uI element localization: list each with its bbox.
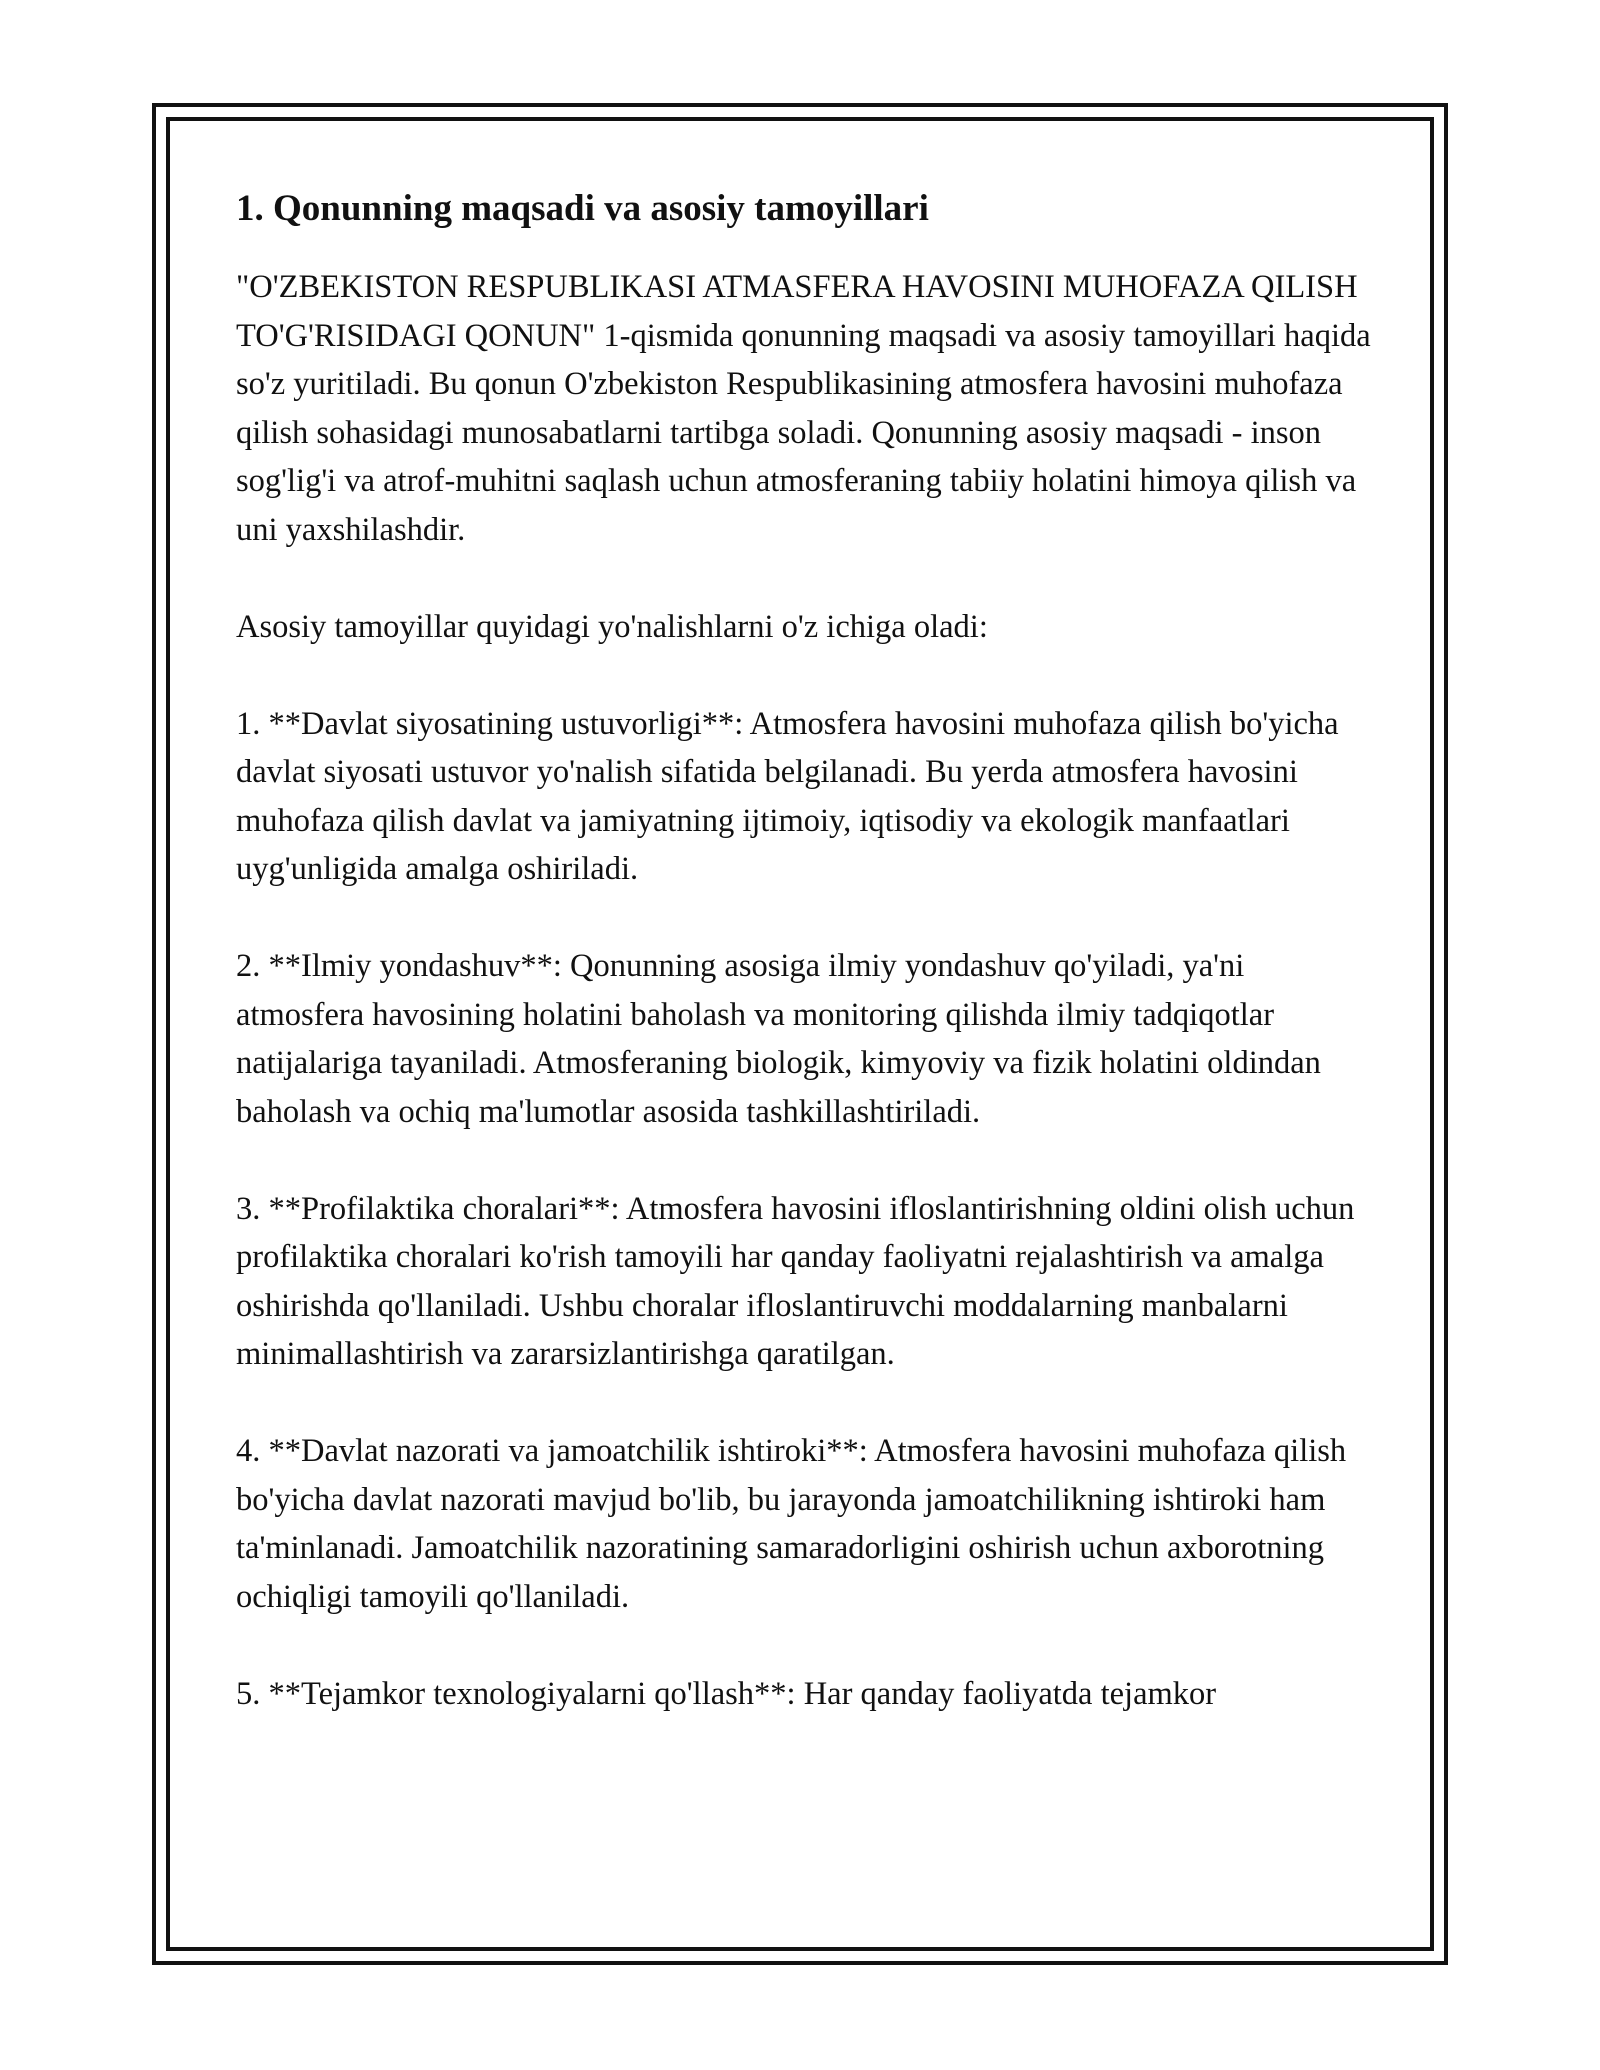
principle-4: 4. **Davlat nazorati va jamoatchilik ishtiroki**: Atmosfera havosini muhofaza qilish bo'yicha davlat nazorati mavjud bo'lib, bu jarayonda jamoatchilikning ishtiroki ham ta'minlanadi. Jamoatchilik nazoratining samaradorligini oshirish uchun axborotning ochiqligi tamoyili qo'llaniladi. bbox=[236, 1433, 1347, 1615]
intro-paragraph: "O'ZBEKISTON RESPUBLIKASI ATMASFERA HAVOSINI MUHOFAZA QILISH TO'G'RISIDAGI QONUN" 1-qismida qonunning maqsadi va asosiy tamoyillari haqida so'z yuritiladi. Bu qonun O'zbekiston Respublikasining atmosfera havosini muhofaza qilish sohasidagi munosabatlarni tartibga soladi. Qonunning asosiy maqsadi - inson sog'lig'i va atrof-muhitni saqlash uchun atmosferaning tabiiy holatini himoya qilish va uni yaxshilashdir. bbox=[236, 269, 1371, 548]
principle-5: 5. **Tejamkor texnologiyalarni qo'llash**: Har qanday faoliyatda tejamkor bbox=[236, 1675, 1217, 1712]
section-heading: 1. Qonunning maqsadi va asosiy tamoyillari bbox=[236, 188, 929, 229]
principle-2: 2. **Ilmiy yondashuv**: Qonunning asosiga ilmiy yondashuv qo'yiladi, ya'ni atmosfera havosining holatini baholash va monitoring qilishda ilmiy tadqiqotlar natijalariga tayaniladi. Atmosferaning biologik, kimyoviy va fizik holatini oldindan baholash va ochiq ma'lumotlar asosida tashkillashtiriladi. bbox=[236, 948, 1321, 1130]
principle-3: 3. **Profilaktika choralari**: Atmosfera havosini ifloslantirishning oldini olish uchun profilaktika choralari ko'rish tamoyili har qanday faoliyatni rejalashtirish va amalga oshirishda qo'llaniladi. Ushbu choralar ifloslantiruvchi moddalarning manbalarni minimallashtirish va zararsizlantirishga qaratilgan. bbox=[236, 1190, 1355, 1372]
document-body bbox=[236, 185, 1376, 1767]
principle-1: 1. **Davlat siyosatining ustuvorligi**: Atmosfera havosini muhofaza qilish bo'yicha davlat siyosati ustuvor yo'nalish sifatida belgilanadi. Bu yerda atmosfera havosini muhofaza qilish davlat va jamiyatning ijtimoiy, iqtisodiy va ekologik manfaatlari uyg'unligida amalga oshiriladi. bbox=[236, 705, 1339, 887]
principles-intro: Asosiy tamoyillar quyidagi yo'nalishlarni o'z ichiga oladi: bbox=[236, 608, 988, 645]
